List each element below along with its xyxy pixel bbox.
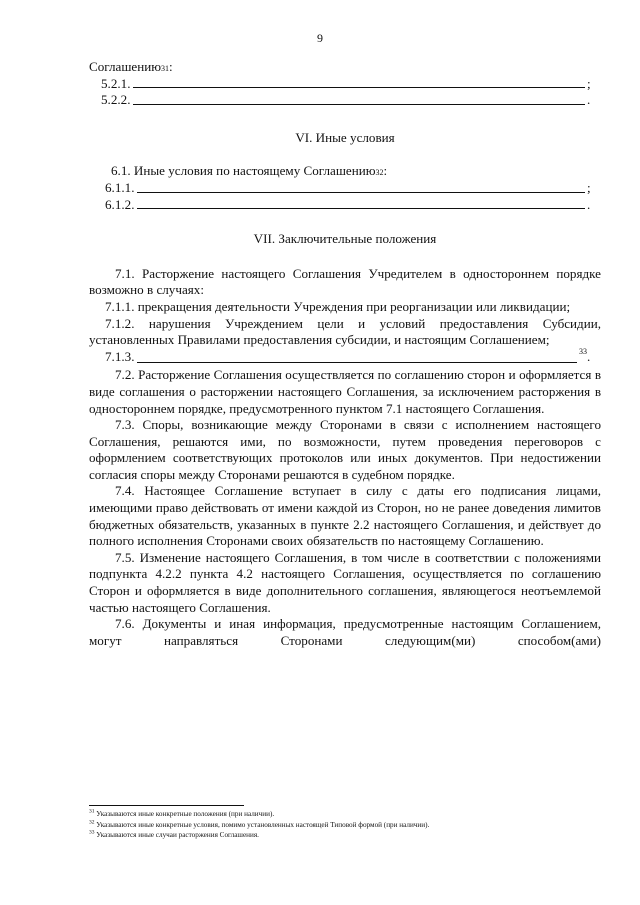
paragraph-7-1: 7.1. Расторжение настоящего Соглашения Учредителем в одностороннем порядке возможно в случаях: — [89, 265, 601, 298]
paragraph-7-1-1: 7.1.1. прекращения деятельности Учреждения при реорганизации или ликвидации; — [105, 298, 571, 314]
footnote-divider — [89, 805, 244, 806]
item-7-1-3: 7.1.3. 33 . — [89, 349, 601, 368]
blank-line — [133, 103, 585, 105]
blank-line — [137, 191, 585, 193]
item-6-1-1: 6.1.1. ; — [105, 179, 591, 195]
footnotes — [89, 805, 569, 841]
item-5-2-2: 5.2.2. . — [101, 92, 591, 108]
paragraph-7-4: 7.4. Настоящее Соглашение вступает в силу с даты его подписания лицами, имеющими право действовать от имени каждой из Сторон, но не ранее доведения лимитов бюджетных обязательств, указанных в пункте 2.2 настоящего Соглашения, и действует до полного исполнения Сторонами своих обязательств по настоящему Соглашению. — [89, 483, 601, 549]
section5-intro: Соглашению 31 : — [89, 59, 173, 74]
item-6-1-2: 6.1.2. . — [105, 196, 591, 212]
paragraph-7-3: 7.3. Споры, возникающие между Сторонами в связи с исполнением настоящего Соглашения, решаются ими, по возможности, путем проведения переговоров с оформлением соответствующих протоколов или иных документов. При недостижении согласия споры между Сторонами решаются в судебном порядке. — [89, 417, 601, 482]
blank-line — [137, 207, 585, 209]
footnote-ref-33: 33 — [579, 346, 587, 356]
blank-line — [133, 86, 585, 88]
blank-line — [137, 361, 577, 363]
item-5-2-1: 5.2.1. ; — [101, 75, 591, 91]
paragraph-7-2: 7.2. Расторжение Соглашения осуществляется по соглашению сторон и оформляется в виде соглашения о расторжении настоящего Соглашения, за исключением расторжения в одностороннем порядке, предусмотренного пунктом 7.1 настоящего Соглашения. — [89, 367, 601, 416]
document-body — [89, 59, 601, 649]
paragraph-7-6: 7.6. Документы и иная информация, предусмотренные настоящим Соглашением, могут направляться Сторонами следующим(ми) способом(ами) — [89, 616, 601, 648]
section5-intro-text: Соглашению — [89, 59, 162, 74]
footnote-32: $^{32}$ Указываются иные конкретные условия, помимо установленных настоящей Типовой формой (при наличии). — [89, 819, 430, 829]
section6-intro: 6.1. Иные условия по настоящему Соглашению 32 : — [111, 163, 388, 179]
paragraph-7-5: 7.5. Изменение настоящего Соглашения, в том числе в соответствии с положениями подпункта 4.2.2 пункта 4.2 настоящего Соглашения, осуществляется по соглашению Сторон и оформляется в виде дополнительного соглашения, являющегося неотъемлемой частью настоящего Соглашения. — [89, 549, 601, 615]
footnote-31: $^{31}$ Указываются иные конкретные положения (при наличии). — [89, 808, 275, 818]
section7-heading: VII. Заключительные положения — [253, 231, 437, 247]
footnote-33: $^{33}$ Указываются иные случаи расторжения Соглашения. — [89, 829, 259, 840]
paragraph-7-1-2: 7.1.2. нарушения Учреждением цели и условий предоставления Субсидии, установленных Правилами предоставления субсидии, и настоящим Соглашением; — [89, 315, 601, 348]
page-number: 9 — [317, 31, 323, 45]
section6-heading: VI. Иные условия — [295, 129, 395, 145]
